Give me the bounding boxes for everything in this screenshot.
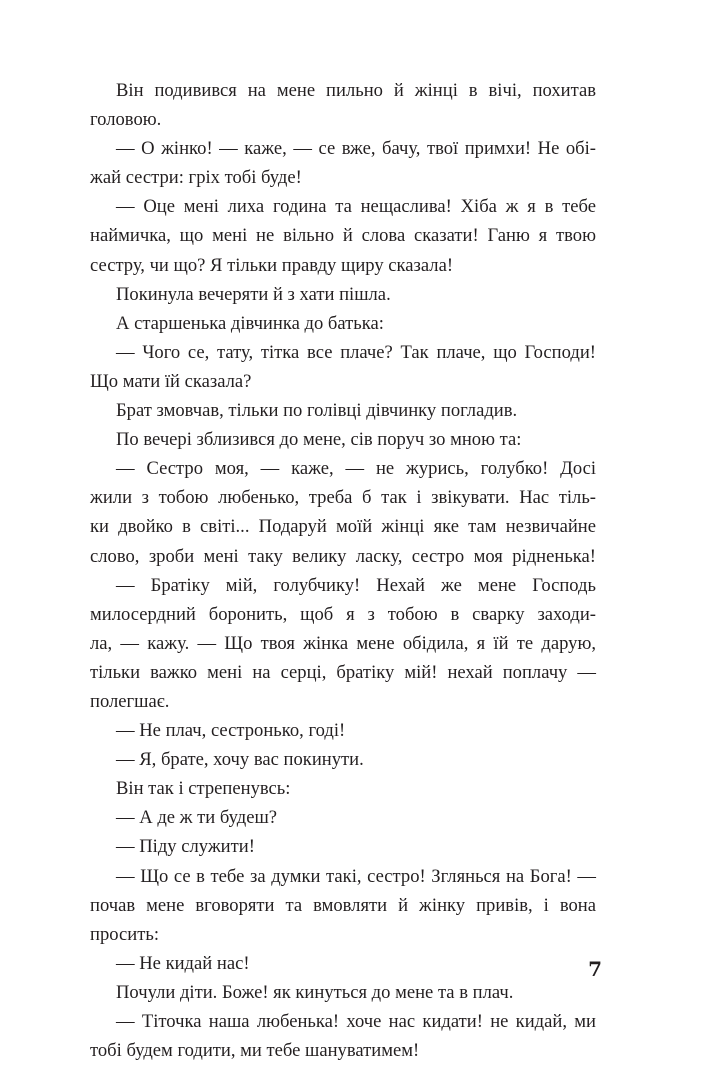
- text-line: жай сестри: гріх тобі буде!: [90, 167, 302, 189]
- text-line: Він подивився на мене пильно й жінці в вічі, похитав: [116, 80, 596, 101]
- text-line: — Тіточка наша любенька! хоче нас кидати! не кидай, ми: [116, 1011, 596, 1032]
- text-line: Брат змовчав, тільки по голівці дівчинку погладив.: [116, 400, 518, 422]
- text-line: ла, — кажу. — Що твоя жінка мене обідила, я їй те дарую,: [90, 632, 596, 654]
- page-number: 7: [588, 957, 602, 981]
- text-line: полегшає.: [90, 690, 170, 712]
- text-line: — Я, брате, хочу вас покинути.: [116, 749, 364, 771]
- text-line: жили з тобою любенько, треба б так і звікувати. Нас тіль-: [90, 487, 596, 509]
- text-line: Він так і стрепенувсь:: [116, 778, 291, 800]
- text-line: — Піду служити!: [116, 836, 255, 858]
- text-line: — Оце мені лиха година та нещаслива! Хіба ж я в тебе: [116, 196, 596, 218]
- text-line: сестру, чи що? Я тільки правду щиру сказала!: [90, 254, 454, 276]
- text-line: Покинула вечеряти й з хати пішла.: [116, 283, 391, 305]
- text-line: слово, зроби мені таку велику ласку, сестро моя рідненька!: [90, 545, 596, 567]
- text-line: — А де ж ти будеш?: [116, 807, 278, 829]
- text-line: тобі будем годити, ми тебе шануватимем!: [90, 1040, 420, 1062]
- text-line: — Сестро моя, — каже, — не журись, голубко! Досі: [116, 458, 596, 480]
- text-line: — Не кидай нас!: [116, 952, 250, 974]
- text-line: ки двойко в світі... Подаруй моїй жінці яке там незвичайне: [90, 516, 596, 538]
- text-line: — Не плач, сестронько, годі!: [116, 720, 346, 742]
- text-line: — Братіку мій, голубчику! Нехай же мене Господь: [116, 574, 596, 596]
- text-line: наймичка, що мені не вільно й слова сказати! Ганю я твою: [90, 225, 596, 247]
- text-line: головою.: [90, 109, 162, 131]
- text-line: почав мене вговоряти та вмовляти й жінку привів, і вона: [90, 894, 596, 916]
- text-line: А старшенька дівчинка до батька:: [116, 312, 384, 334]
- text-line: просить:: [90, 923, 159, 945]
- text-line: Що мати їй сказала?: [90, 370, 252, 392]
- text-line: Почули діти. Боже! як кинуться до мене та в плач.: [116, 981, 514, 1003]
- text-line: милосердний боронить, щоб я з тобою в сварку заходи-: [90, 603, 596, 625]
- text-line: — Що се в тебе за думки такі, сестро! Зглянься на Бога! —: [116, 865, 596, 887]
- text-line: — О жінко! — каже, — се вже, бачу, твої примхи! Не обі-: [116, 138, 596, 160]
- body-text: [90, 76, 596, 1065]
- text-line: тільки важко мені на серці, братіку мій! нехай поплачу —: [90, 661, 596, 683]
- text-line: — Чого се, тату, тітка все плаче? Так плаче, що Господи!: [116, 341, 596, 363]
- text-line: По вечері зблизився до мене, сів поруч зо мною та:: [116, 429, 522, 451]
